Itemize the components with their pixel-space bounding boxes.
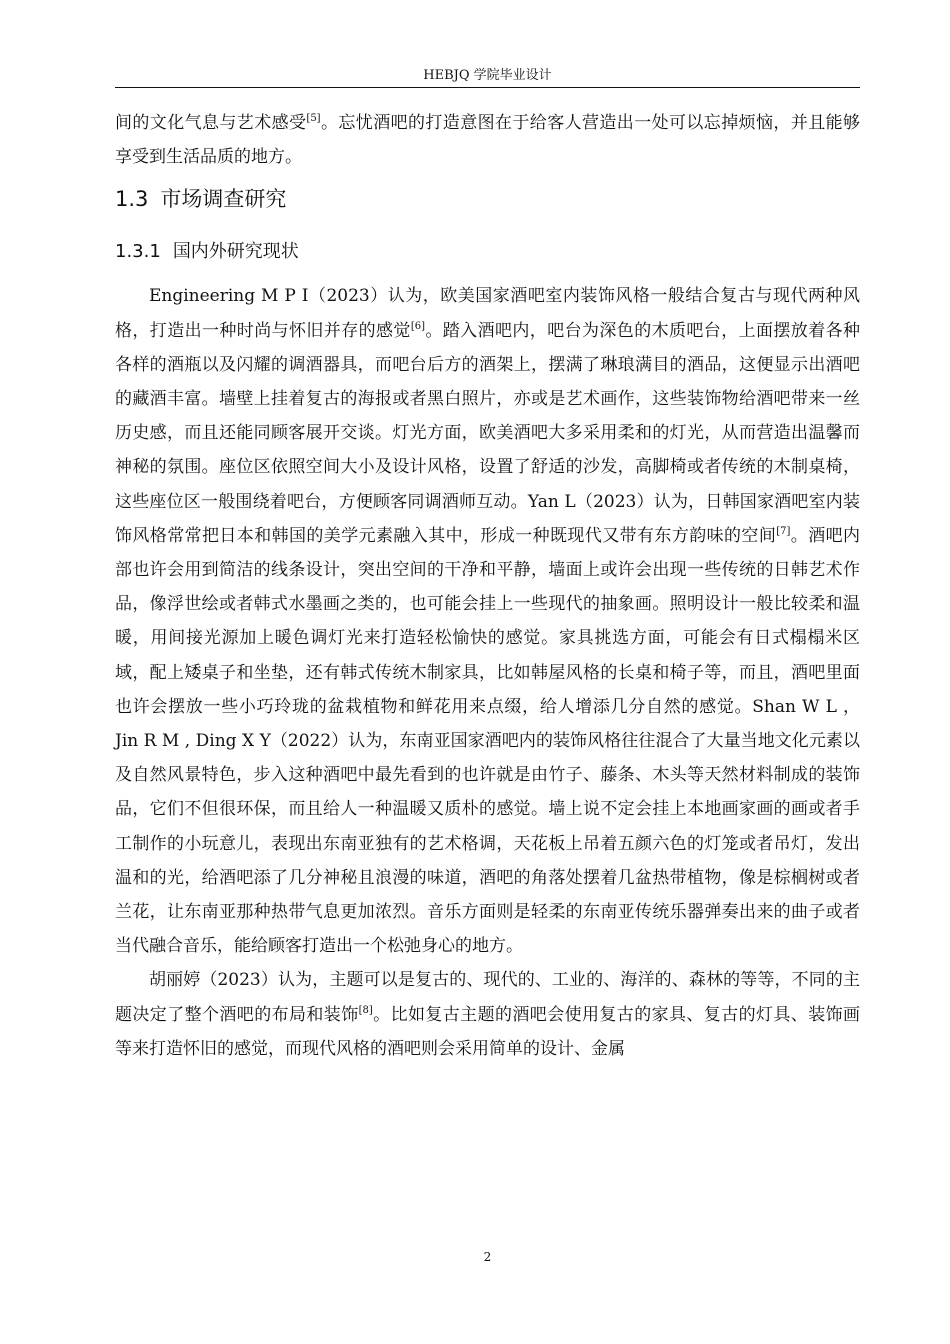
citation-ref: [5] <box>306 113 321 124</box>
section-heading <box>115 174 860 231</box>
section-title: 市场调查研究 <box>160 187 287 212</box>
page-header: HEBJQ 学院毕业设计 <box>423 68 552 83</box>
paragraph-research-abroad <box>115 279 860 963</box>
paragraph-text: Engineering M P I（2023）认为，欧美国家酒吧室内装饰风格一般结合复古与现代两种风格，打造出一种时尚与怀旧并存的感觉 <box>115 286 860 341</box>
subsection-title: 国内外研究现状 <box>172 241 299 263</box>
citation-ref: [8] <box>358 1004 373 1016</box>
citation-ref: [6] <box>410 320 425 332</box>
paragraph-text: 胡丽婷（2023）认为，主题可以是复古的、现代的、工业的、海洋的、森林的等等，不同的主题决定了整个酒吧的布局和装饰 <box>115 970 860 1025</box>
paragraph-text: 。忘忧酒吧的打造意图在于给客人营造出一处可以忘掉烦恼，并且能够享受到生活品质的地方。 <box>115 113 861 168</box>
citation-ref: [7] <box>776 525 791 537</box>
subsection-heading <box>115 231 860 279</box>
page-number: 2 <box>483 1250 492 1264</box>
paragraph-top <box>115 106 860 174</box>
paragraph-research-domestic <box>115 963 860 1066</box>
paragraph-text: 。比如复古主题的酒吧会使用复古的家具、复古的灯具、装饰画等来打造怀旧的感觉，而现代风格的酒吧则会采用简单的设计、金属 <box>115 1004 860 1059</box>
header-divider <box>115 87 860 88</box>
paragraph-text: 。踏入酒吧内，吧台为深色的木质吧台，上面摆放着各种各样的酒瓶以及闪耀的调酒器具，而吧台后方的酒架上，摆满了琳琅满目的酒品，这便显示出酒吧的藏酒丰富。墙壁上挂着复古的海报或者黑白照片，亦或是艺术画作，这些装饰物给酒吧带来一丝历史感，而且还能同顾客展开交谈。灯光方面，欧美酒吧大多采用柔和的灯光，从而营造出温馨而神秘的氛围。座位区依照空间大小及设计风格，设置了舒适的沙发，高脚椅或者传统的木制桌椅，这些座位区一般围绕着吧台，方便顾客同调酒师互动。Yan L（2023）认为，日韩国家酒吧室内装饰风格常常把日本和韩国的美学元素融入其中，形成一种既现代又带有东方韵味的空间 <box>115 320 861 546</box>
paragraph-text: 。酒吧内部也许会用到简洁的线条设计，突出空间的干净和平静，墙面上或许会出现一些传统的日韩艺术作品，像浮世绘或者韩式水墨画之类的，也可能会挂上一些现代的抽象画。照明设计一般比较柔和温暖，用间接光源加上暖色调灯光来打造轻松愉快的感觉。家具挑选方面，可能会有日式榻榻米区域，配上矮桌子和坐垫，还有韩式传统木制家具，比如韩屋风格的长桌和椅子等，而且，酒吧里面也许会摆放一些小巧玲珑的盆栽植物和鲜花用来点缀，给人增添几分自然的感觉。Shan W L ， Jin R M , Ding X Y（2022）认为，东南亚国家酒吧内的装饰风格往往混合了大量当地文化元素以及自然风景特色，步入这种酒吧中最先看到的也许就是由竹子、藤条、木头等天然材料制成的装饰品，它们不但很环保，而且给人一种温暖又质朴的感觉。墙上说不定会挂上本地画家画的画或者手工制作的小玩意儿，表现出东南亚独有的艺术格调，天花板上吊着五颜六色的灯笼或者吊灯，发出温和的光，给酒吧添了几分神秘且浪漫的味道，酒吧的角落处摆着几盆热带植物，像是棕榈树或者兰花，让东南亚那种热带气息更加浓烈。音乐方面则是轻柔的东南亚传统乐器弹奏出来的曲子或者当代融合音乐，能给顾客打造出一个松弛身心的地方。 <box>115 525 861 957</box>
subsection-number: 1.3.1 <box>115 241 161 263</box>
page-body <box>115 106 860 1066</box>
section-number: 1.3 <box>115 187 149 212</box>
paragraph-text: 间的文化气息与艺术感受 <box>115 113 307 133</box>
